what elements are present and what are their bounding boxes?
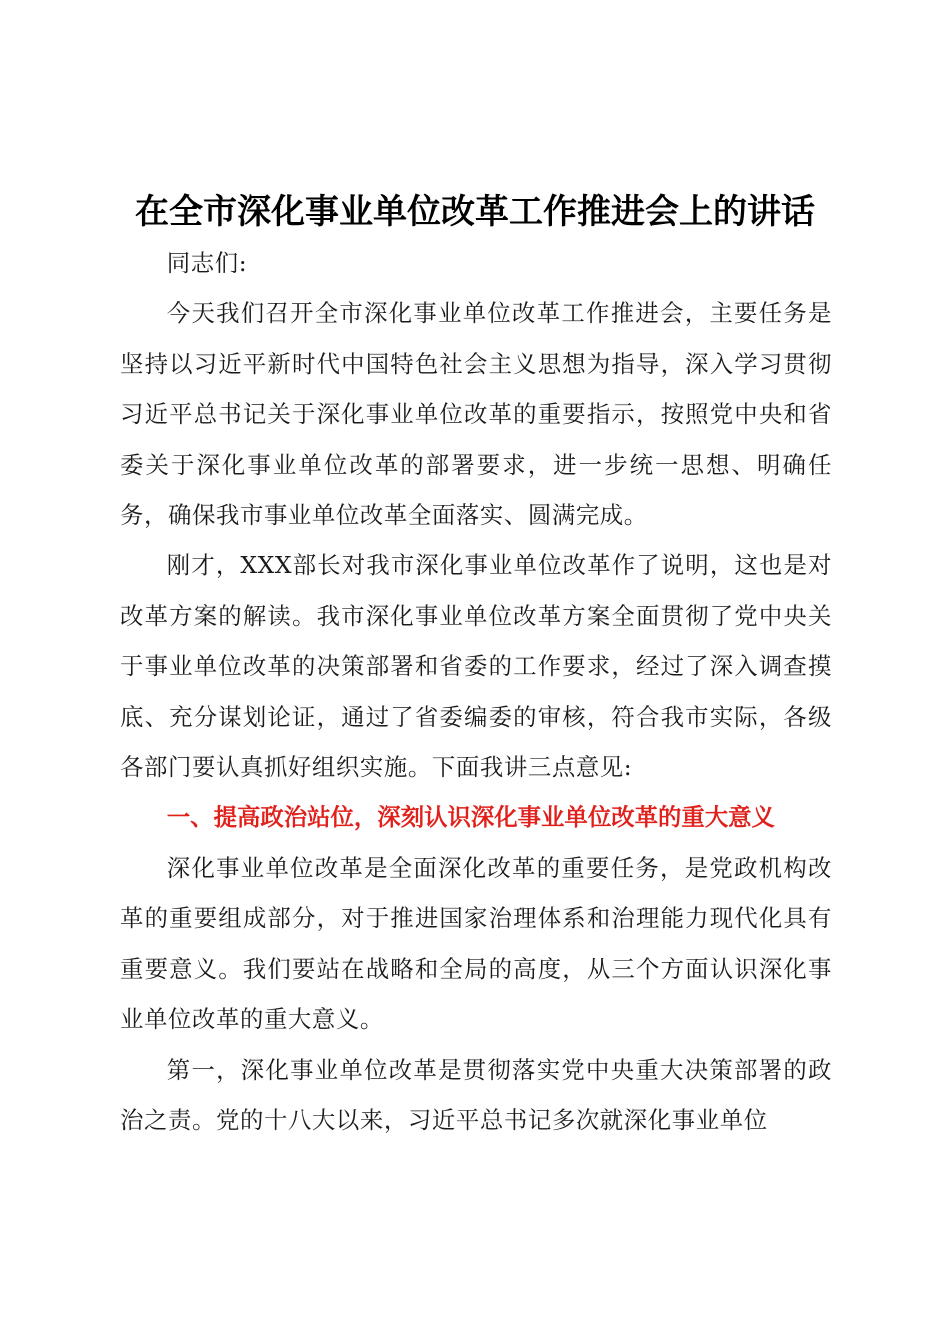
salutation: 同志们: [166, 249, 248, 277]
paragraph-intro: 今天我们召开全市深化事业单位改革工作推进会，主要任务是坚持以习近平新时代中国特色社会主义思想为指导，深入学习贯彻习近平总书记关于深化事业单位改革的重要指示，按照党中央和省委关于深化事业单位改革的部署要求，进一步统一思想、明确任务，确保我市事业单位改革全面落实、圆满完成。 [120, 299, 832, 530]
paragraph-explanation: 刚才，XXX部长对我市深化事业单位改革作了说明，这也是对改革方案的解读。我市深化事业单位改革方案全面贯彻了党中央关于事业单位改革的决策部署和省委的工作要求，经过了深入调查摸底、充分谋划论证，通过了省委编委的审核，符合我市实际，各级各部门要认真抓好组织实施。下面我讲三点意见: [120, 551, 832, 782]
document-body [120, 238, 832, 1145]
section-1-point-1: 第一，深化事业单位改革是贯彻落实党中央重大决策部署的政治之责。党的十八大以来，习近平总书记多次就深化事业单位 [120, 1055, 832, 1134]
section-1-paragraph: 深化事业单位改革是全面深化改革的重要任务，是党政机构改革的重要组成部分，对于推进国家治理体系和治理能力现代化具有重要意义。我们要站在战略和全局的高度，从三个方面认识深化事业单位改革的重大意义。 [120, 853, 832, 1034]
section-heading-1: 一、提高政治站位，深刻认识深化事业单位改革的重大意义 [166, 803, 775, 832]
document-title: 在全市深化事业单位改革工作推进会上的讲话 [135, 192, 815, 232]
